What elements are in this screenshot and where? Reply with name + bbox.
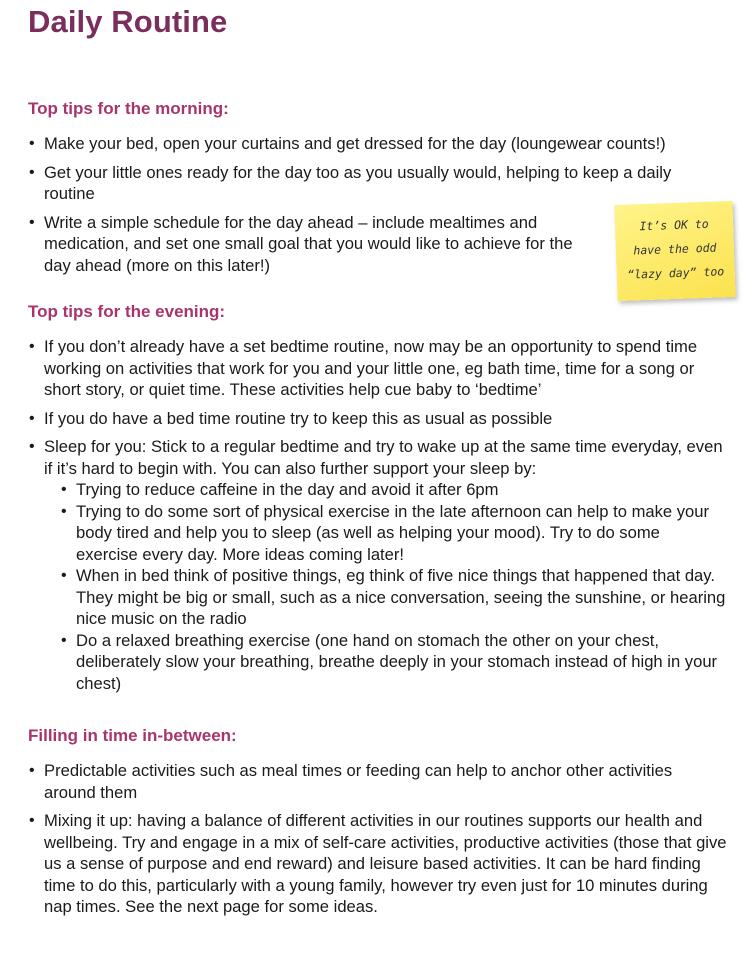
list-item: • If you do have a bed time routine try to keep this as usual as possible <box>28 408 728 430</box>
list-item: • Predictable activities such as meal times or feeding can help to anchor other activities around them <box>28 760 728 803</box>
between-heading: Filling in time in-between: <box>28 726 237 745</box>
sub-list-item: • Do a relaxed breathing exercise (one hand on stomach the other on your chest, deliberately slow your breathing, breathe deeply in your stomach instead of high in your chest) <box>28 630 728 695</box>
list-item: • Write a simple schedule for the day ahead – include mealtimes and medication, and set one small goal that you would like to achieve for the day ahead (more on this later!) <box>28 212 584 277</box>
page-title: Daily Routine <box>28 4 228 39</box>
sticky-note-line: “lazy day” too <box>627 264 725 282</box>
list-item-text: Sleep for you: Stick to a regular bedtime and try to wake up at the same time everyday, even if it’s hard to begin with. You can also further support your sleep by: <box>44 437 723 478</box>
between-list <box>28 760 728 925</box>
sub-list-item: • When in bed think of positive things, eg think of five nice things that happened that day. They might be big or small, such as a nice conversation, seeing the sunshine, or hearing nice music on the radio <box>28 565 728 630</box>
list-item <box>28 436 728 694</box>
list-item: • If you don’t already have a set bedtime routine, now may be an opportunity to spend time working on activities that work for you and your little one, eg bath time, time for a song or short story, or quiet time. These activities help cue baby to ‘bedtime’ <box>28 336 728 401</box>
sticky-note-line: It’s OK to <box>639 216 709 234</box>
morning-heading: Top tips for the morning: <box>28 99 229 118</box>
evening-list <box>28 336 728 701</box>
sub-list-item: • Trying to reduce caffeine in the day and avoid it after 6pm <box>28 479 728 501</box>
sticky-note <box>614 201 735 301</box>
sticky-note-line: have the odd <box>633 240 717 258</box>
evening-heading: Top tips for the evening: <box>28 302 226 321</box>
list-item: • Get your little ones ready for the day too as you usually would, helping to keep a daily routine <box>28 162 704 205</box>
list-item: • Make your bed, open your curtains and get dressed for the day (loungewear counts!) <box>28 133 733 155</box>
list-item: • Mixing it up: having a balance of different activities in our routines supports our health and wellbeing. Try and engage in a mix of self-care activities, productive activities (those that give us a sense of purpose and end reward) and leisure based activities. It can be hard finding time to do this, particularly with a young family, however try even just for 10 minutes during nap times. See the next page for some ideas. <box>28 810 728 918</box>
sleep-sub-list <box>28 479 728 694</box>
sub-list-item: • Trying to do some sort of physical exercise in the late afternoon can help to make your body tired and help you to sleep (as well as helping your mood). Try to do some exercise every day. More ideas coming later! <box>28 501 728 566</box>
